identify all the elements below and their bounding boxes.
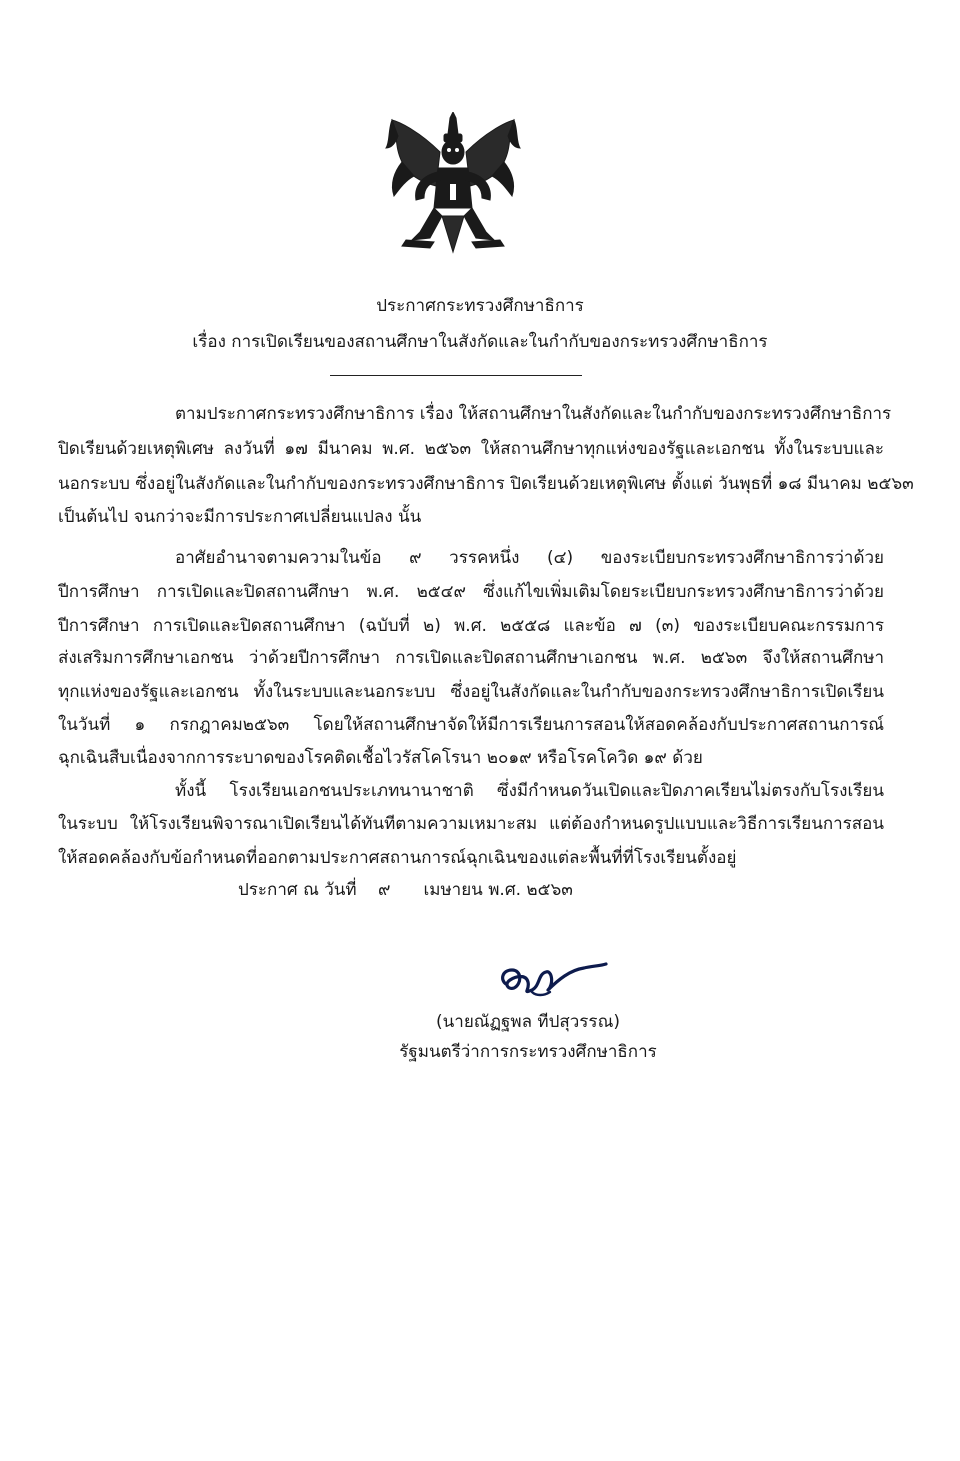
paragraph-2-line: ปีการศึกษา การเปิดและปิดสถานศึกษา (ฉบับที่ ๒) พ.ศ. ๒๕๕๘ และข้อ ๗ (๓) ของระเบียบคณะกรรมการ — [58, 616, 884, 636]
paragraph-3-line: ให้สอดคล้องกับข้อกำหนดที่ออกตามประกาศสถานการณ์ฉุกเฉินของแต่ละพื้นที่ที่โรงเรียนตั้งอยู่ — [58, 848, 737, 868]
date-day: ๙ — [378, 880, 391, 900]
signer-name: (นายณัฏฐพล ทีปสุวรรณ) — [436, 1012, 620, 1032]
paragraph-2-line: อาศัยอำนาจตามความในข้อ ๙ วรรคหนึ่ง (๔) ของระเบียบกระทรวงศึกษาธิการว่าด้วย — [175, 548, 884, 568]
handwritten-signature-icon — [492, 950, 610, 1000]
announcement-date — [238, 878, 573, 902]
announcement-subject: เรื่อง การเปิดเรียนของสถานศึกษาในสังกัดและในกำกับของกระทรวงศึกษาธิการ — [192, 332, 768, 352]
paragraph-2-line: ในวันที่ ๑ กรกฎาคม๒๕๖๓ โดยให้สถานศึกษาจัดให้มีการเรียนการสอนให้สอดคล้องกับประกาศสถานการณ์ — [58, 715, 884, 735]
paragraph-2-line: ทุกแห่งของรัฐและเอกชน ทั้งในระบบและนอกระบบ ซึ่งอยู่ในสังกัดและในกำกับของกระทรวงศึกษาธิการเปิดเรียน — [58, 682, 884, 702]
paragraph-2-line: ส่งเสริมการศึกษาเอกชน ว่าด้วยปีการศึกษา การเปิดและปิดสถานศึกษาเอกชน พ.ศ. ๒๕๖๓ จึงให้สถานศึกษา — [58, 648, 884, 668]
signer-position: รัฐมนตรีว่าการกระทรวงศึกษาธิการ — [399, 1042, 657, 1062]
garuda-emblem-icon — [380, 112, 525, 262]
date-month-year: เมษายน พ.ศ. ๒๕๖๓ — [423, 880, 573, 900]
announcement-title: ประกาศกระทรวงศึกษาธิการ — [376, 296, 584, 316]
paragraph-3-line: ในระบบ ให้โรงเรียนพิจารณาเปิดเรียนได้ทันทีตามความเหมาะสม แต่ต้องกำหนดรูปแบบและวิธีการเรียนการสอน — [58, 814, 884, 834]
date-prefix: ประกาศ ณ วันที่ — [238, 880, 357, 900]
header-divider — [330, 375, 582, 376]
paragraph-1-line: ปิดเรียนด้วยเหตุพิเศษ ลงวันที่ ๑๗ มีนาคม พ.ศ. ๒๕๖๓ ให้สถานศึกษาทุกแห่งของรัฐและเอกชน ทั้งในระบบและ — [58, 439, 884, 459]
paragraph-3-line: ทั้งนี้ โรงเรียนเอกชนประเภทนานาชาติ ซึ่งมีกำหนดวันเปิดและปิดภาคเรียนไม่ตรงกับโรงเรียน — [175, 781, 884, 801]
paragraph-2-line: ฉุกเฉินสืบเนื่องจากการระบาดของโรคติดเชื้อไวรัสโคโรนา ๒๐๑๙ หรือโรคโควิด ๑๙ ด้วย — [58, 748, 703, 768]
paragraph-2-line: ปีการศึกษา การเปิดและปิดสถานศึกษา พ.ศ. ๒๕๔๙ ซึ่งแก้ไขเพิ่มเติมโดยระเบียบกระทรวงศึกษาธิการว่าด้วย — [58, 582, 884, 602]
paragraph-1-line: เป็นต้นไป จนกว่าจะมีการประกาศเปลี่ยนแปลง นั้น — [58, 507, 422, 527]
paragraph-1-line: ตามประกาศกระทรวงศึกษาธิการ เรื่อง ให้สถานศึกษาในสังกัดและในกำกับของกระทรวงศึกษาธิการ — [175, 404, 892, 424]
paragraph-1-line: นอกระบบ ซึ่งอยู่ในสังกัดและในกำกับของกระทรวงศึกษาธิการ ปิดเรียนด้วยเหตุพิเศษ ตั้งแต่ วันพุธที่ ๑๘ มีนาคม ๒๕๖๓ — [58, 474, 914, 494]
